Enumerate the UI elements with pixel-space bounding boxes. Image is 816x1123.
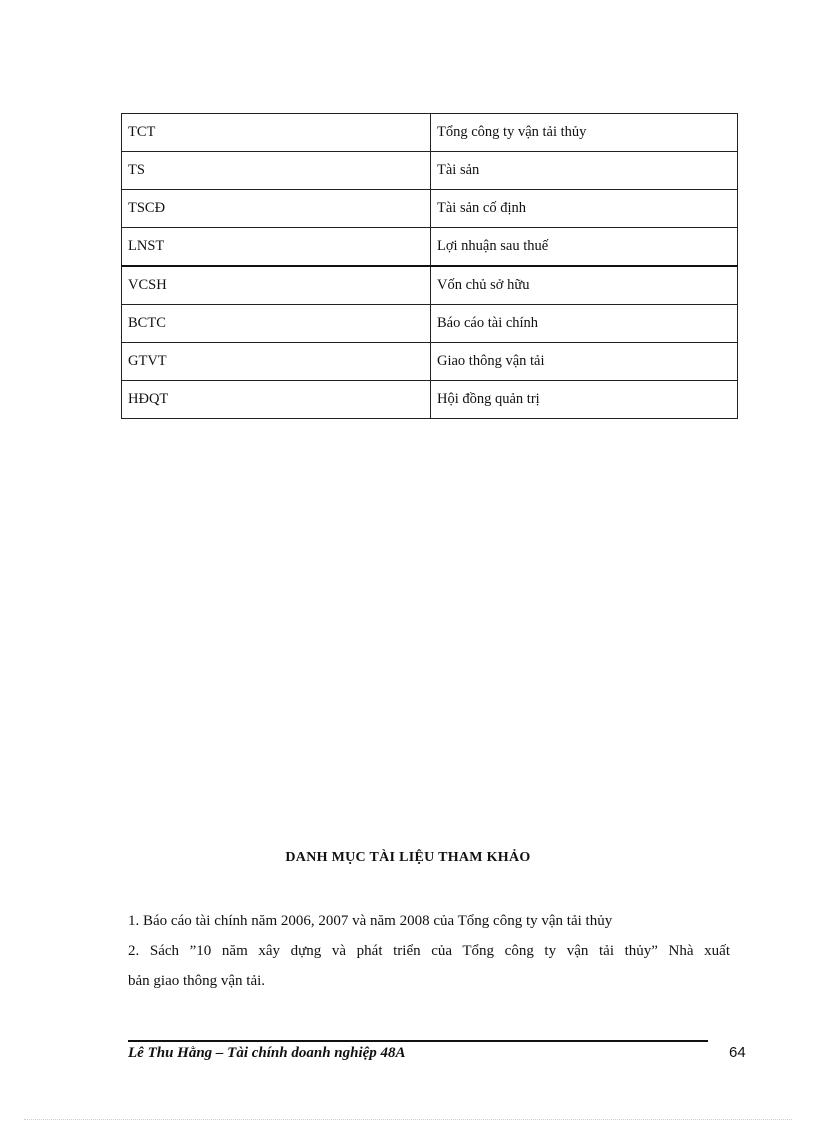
- abbreviation-cell: VCSH: [122, 266, 431, 305]
- meaning-cell: Giao thông vận tải: [431, 343, 738, 381]
- meaning-cell: Lợi nhuận sau thuế: [431, 228, 738, 267]
- reference-item-continuation: bản giao thông vận tải.: [128, 973, 266, 989]
- abbreviation-cell: TCT: [122, 114, 431, 152]
- abbreviation-cell: HĐQT: [122, 381, 431, 419]
- meaning-cell: Tài sản cố định: [431, 190, 738, 228]
- table-row: [122, 305, 738, 343]
- table-row: [122, 343, 738, 381]
- meaning-cell: Vốn chủ sở hữu: [431, 266, 738, 305]
- abbreviation-cell: TSCĐ: [122, 190, 431, 228]
- reference-item: 2. Sách ”10 năm xây dựng và phát triển của Tổng công ty vận tải thủy” Nhà xuất: [128, 943, 730, 959]
- abbreviation-cell: BCTC: [122, 305, 431, 343]
- abbreviation-cell: GTVT: [122, 343, 431, 381]
- meaning-cell: Báo cáo tài chính: [431, 305, 738, 343]
- reference-item: 1. Báo cáo tài chính năm 2006, 2007 và năm 2008 của Tổng công ty vận tải thủy: [128, 913, 613, 929]
- meaning-cell: Hội đồng quản trị: [431, 381, 738, 419]
- table-row: [122, 266, 738, 305]
- page-bottom-edge: [24, 1119, 792, 1120]
- table-row: [122, 228, 738, 267]
- footer-author: Lê Thu Hằng – Tài chính doanh nghiệp 48A: [128, 1045, 406, 1061]
- table-row: [122, 114, 738, 152]
- references-list: [128, 906, 730, 996]
- abbreviation-cell: LNST: [122, 228, 431, 267]
- abbreviation-table: [121, 113, 738, 419]
- table-row: [122, 190, 738, 228]
- abbreviation-cell: TS: [122, 152, 431, 190]
- page-number: 64: [729, 1044, 746, 1061]
- meaning-cell: Tài sản: [431, 152, 738, 190]
- table-row: [122, 152, 738, 190]
- meaning-cell: Tổng công ty vận tải thủy: [431, 114, 738, 152]
- references-title: DANH MỤC TÀI LIỆU THAM KHẢO: [285, 850, 531, 865]
- footer-divider: [128, 1040, 708, 1042]
- table-row: [122, 381, 738, 419]
